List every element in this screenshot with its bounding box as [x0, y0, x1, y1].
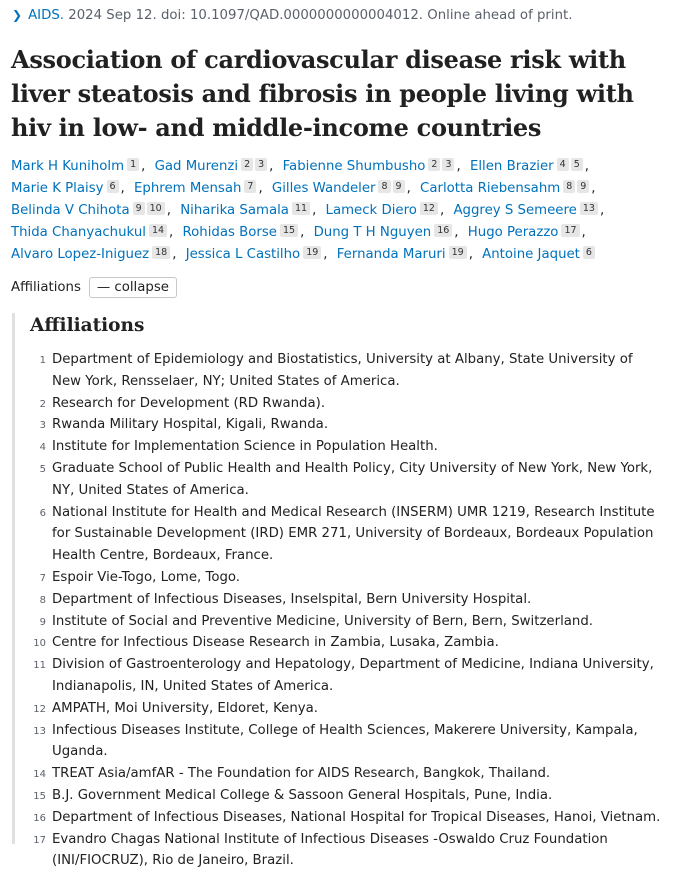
- affiliation-number: 4: [39, 442, 46, 454]
- affiliation-ref-link[interactable]: 2: [428, 158, 440, 171]
- affiliation-item: [15, 414, 665, 436]
- affiliation-item: [15, 349, 665, 393]
- author-separator: ,: [591, 181, 596, 196]
- affiliations-heading: Affiliations: [30, 315, 145, 336]
- affiliation-ref-link[interactable]: 19: [449, 246, 467, 259]
- affiliation-text: Rwanda Military Hospital, Kigali, Rwanda.: [52, 417, 329, 433]
- affiliation-item: [15, 654, 665, 698]
- author-separator: ,: [120, 181, 125, 196]
- affiliation-ref-link[interactable]: 6: [583, 246, 595, 259]
- affiliation-item: [15, 393, 665, 415]
- affiliation-ref-link[interactable]: 3: [442, 158, 454, 171]
- author-item: [272, 181, 407, 196]
- affiliation-text: AMPATH, Moi University, Eldoret, Kenya.: [52, 700, 319, 716]
- affiliation-ref-link[interactable]: 13: [580, 202, 598, 215]
- author-affiliation-refs: [563, 175, 591, 197]
- affiliation-number: 2: [39, 398, 46, 410]
- affiliation-item: [15, 807, 665, 829]
- affiliation-ref-link[interactable]: 4: [557, 158, 569, 171]
- affiliation-item: [15, 698, 665, 720]
- author-item: [420, 181, 591, 196]
- affiliation-text: Institute for Implementation Science in Population Health.: [52, 439, 438, 455]
- affiliation-text: Evandro Chagas National Institute of Infectious Diseases -Oswaldo Cruz Foundation (INI/FIOCRUZ), Rio de Janeiro, Brazil.: [52, 831, 608, 869]
- affiliation-number: 9: [39, 616, 46, 628]
- author-item: [470, 159, 585, 174]
- affiliation-item: [15, 611, 665, 633]
- author-name-link[interactable]: Ephrem Mensah: [134, 181, 242, 196]
- author-name-link[interactable]: Carlotta Riebensahm: [420, 181, 561, 196]
- affiliation-text: Institute of Social and Preventive Medicine, University of Bern, Bern, Switzerland.: [52, 613, 594, 629]
- author-item: [11, 181, 121, 196]
- affiliation-text: Department of Epidemiology and Biostatistics, University at Albany, State University of New York, Rensselaer, NY; United States of America.: [52, 352, 633, 389]
- author-name-link[interactable]: Lameck Diero: [325, 203, 417, 218]
- affiliation-ref-link[interactable]: 18: [152, 246, 170, 259]
- author-separator: ,: [169, 225, 174, 240]
- affiliation-ref-link[interactable]: 10: [147, 202, 165, 215]
- author-name-link[interactable]: Belinda V Chihota: [11, 203, 130, 218]
- affiliation-item: [15, 720, 665, 764]
- affiliation-number: 10: [33, 638, 46, 650]
- author-affiliation-refs: [292, 197, 312, 219]
- affiliation-ref-link[interactable]: 8: [563, 180, 575, 193]
- author-separator: ,: [599, 203, 605, 218]
- author-affiliation-refs: [428, 153, 456, 175]
- affiliation-number: 6: [39, 507, 46, 519]
- author-separator: ,: [258, 181, 263, 196]
- affiliation-number: 17: [33, 834, 46, 846]
- affiliation-number: 1: [39, 355, 46, 366]
- author-name-link[interactable]: Niharika Samala: [180, 203, 289, 218]
- author-item: [11, 203, 167, 218]
- author-affiliation-refs: [580, 197, 600, 219]
- author-affiliation-refs: [561, 219, 581, 241]
- author-list: [11, 156, 676, 266]
- affiliation-number: 8: [39, 594, 46, 606]
- affiliation-ref-link[interactable]: 1: [127, 158, 139, 171]
- author-item: [11, 225, 169, 240]
- affiliation-item: [15, 632, 665, 654]
- author-separator: ,: [269, 159, 274, 174]
- affiliation-ref-link[interactable]: 5: [571, 158, 583, 171]
- affiliation-text: TREAT Asia/amfAR - The Foundation for AIDS Research, Bangkok, Thailand.: [52, 766, 551, 782]
- affiliation-ref-link[interactable]: 14: [149, 224, 167, 237]
- affiliation-text: Espoir Vie-Togo, Lome, Togo.: [52, 569, 241, 585]
- author-item: [482, 247, 597, 262]
- affiliation-text: Research for Development (RD Rwanda).: [52, 395, 326, 411]
- author-name-link[interactable]: Antoine Jaquet: [482, 247, 580, 262]
- author-item: [11, 159, 141, 174]
- affiliation-ref-link[interactable]: 19: [303, 246, 321, 259]
- author-affiliation-refs: [420, 197, 440, 219]
- author-separator: ,: [323, 247, 328, 262]
- author-name-link[interactable]: Fabienne Shumbusho: [282, 159, 426, 174]
- author-name-link[interactable]: Dung T H Nguyen: [313, 225, 432, 240]
- affiliation-ref-link[interactable]: 9: [393, 180, 405, 193]
- author-name-link[interactable]: Rohidas Borse: [182, 225, 277, 240]
- author-separator: ,: [406, 181, 411, 196]
- author-separator: ,: [468, 247, 473, 262]
- author-separator: ,: [172, 247, 177, 262]
- affiliation-text: Graduate School of Public Health and Health Policy, City University of New York, New York, NY, United States of America.: [52, 460, 653, 498]
- author-separator: ,: [141, 159, 146, 174]
- author-separator: ,: [584, 159, 589, 174]
- affiliation-number: 5: [39, 463, 46, 475]
- affiliation-ref-link[interactable]: 8: [378, 180, 390, 193]
- affiliation-ref-link[interactable]: 16: [434, 224, 452, 237]
- author-name-link[interactable]: Gad Murenzi: [154, 159, 239, 174]
- author-item: [155, 159, 270, 174]
- affiliation-ref-link[interactable]: 9: [133, 202, 145, 215]
- affiliation-text: Infectious Diseases Institute, College of Health Sciences, Makerere University, Kampala, Uganda.: [52, 722, 638, 760]
- affiliation-text: Centre for Infectious Disease Research in Zambia, Lusaka, Zambia.: [52, 635, 499, 651]
- author-name-link[interactable]: Gilles Wandeler: [271, 181, 376, 196]
- author-item: [11, 247, 172, 262]
- affiliation-ref-link[interactable]: 15: [280, 224, 298, 237]
- affiliation-ref-link[interactable]: 7: [244, 180, 256, 193]
- affiliation-item: [15, 763, 665, 785]
- author-name-link[interactable]: Alvaro Lopez-Iniguez: [11, 247, 150, 262]
- author-affiliation-refs: [583, 241, 597, 263]
- affiliation-item: [15, 567, 665, 589]
- author-item: [326, 203, 440, 218]
- author-name-link[interactable]: Ellen Brazier: [469, 159, 554, 174]
- author-item: [180, 203, 312, 218]
- affiliation-text: B.J. Government Medical College & Sassoon General Hospitals, Pune, India.: [52, 787, 553, 803]
- affiliation-number: 7: [39, 572, 46, 584]
- chevron-right-icon: ❯: [12, 8, 23, 22]
- author-name-link[interactable]: Aggrey S Semeere: [453, 203, 577, 218]
- affiliation-number: 12: [33, 703, 46, 715]
- author-affiliation-refs: [303, 241, 323, 263]
- author-affiliation-refs: [434, 219, 454, 241]
- affiliation-ref-link[interactable]: 6: [107, 180, 119, 193]
- citation-line: [12, 8, 572, 23]
- affiliation-number: 13: [33, 725, 46, 737]
- affiliation-text: Department of Infectious Diseases, Inselspital, Bern University Hospital.: [52, 591, 532, 607]
- affiliations-label: Affiliations: [11, 280, 81, 295]
- affiliation-item: [15, 436, 665, 458]
- author-affiliation-refs: [149, 219, 169, 241]
- author-affiliation-refs: [280, 219, 300, 241]
- author-item: [134, 181, 258, 196]
- author-item: [337, 247, 469, 262]
- author-item: [186, 247, 324, 262]
- author-item: [283, 159, 457, 174]
- author-separator: ,: [454, 225, 459, 240]
- affiliations-toggle: [11, 277, 177, 298]
- affiliation-ref-link[interactable]: 17: [561, 224, 579, 237]
- author-name-link[interactable]: Fernanda Maruri: [336, 247, 446, 262]
- author-name-link[interactable]: Thida Chanyachukul: [11, 225, 146, 240]
- author-separator: ,: [166, 203, 171, 218]
- author-item: [468, 225, 582, 240]
- author-affiliation-refs: [107, 175, 121, 197]
- collapse-button[interactable]: — collapse: [89, 277, 177, 298]
- affiliation-item: [15, 785, 665, 807]
- journal-link[interactable]: AIDS.: [28, 8, 64, 23]
- affiliation-ref-link[interactable]: 3: [255, 158, 267, 171]
- affiliation-number: 11: [33, 660, 46, 672]
- affiliations-list: [15, 349, 665, 872]
- affiliation-text: Department of Infectious Diseases, National Hospital for Tropical Diseases, Hanoi, Vietnam.: [52, 809, 661, 825]
- affiliations-panel: [12, 313, 665, 869]
- author-item: [183, 225, 301, 240]
- affiliation-text: National Institute for Health and Medical Research (INSERM) UMR 1219, Research Institute for Sustainable Development (IRD) EMR 271, University of Bordeaux, Bordeaux Population Health Centre, Bordeaux, France.: [52, 504, 655, 564]
- affiliation-number: 3: [39, 420, 46, 432]
- article-title: Association of cardiovascular disease risk with liver steatosis and fibrosis in people living with hiv in low- and middle-income countries: [11, 45, 634, 142]
- author-affiliation-refs: [127, 153, 141, 175]
- author-separator: ,: [456, 159, 461, 174]
- affiliation-text: Division of Gastroenterology and Hepatology, Department of Medicine, Indiana University, Indianapolis, IN, United States of America.: [52, 657, 654, 694]
- author-affiliation-refs: [133, 197, 167, 219]
- affiliation-number: 15: [33, 790, 46, 802]
- author-affiliation-refs: [557, 153, 585, 175]
- affiliation-ref-link[interactable]: 12: [420, 202, 438, 215]
- author-affiliation-refs: [449, 241, 469, 263]
- affiliation-number: 14: [33, 769, 46, 781]
- author-affiliation-refs: [152, 241, 172, 263]
- author-name-link[interactable]: Mark H Kuniholm: [11, 159, 125, 174]
- affiliation-item: [15, 458, 665, 502]
- author-separator: ,: [581, 225, 586, 240]
- author-separator: ,: [300, 225, 305, 240]
- author-affiliation-refs: [378, 175, 406, 197]
- affiliation-ref-link[interactable]: 2: [241, 158, 253, 171]
- author-affiliation-refs: [244, 175, 258, 197]
- author-name-link[interactable]: Jessica L Castilho: [185, 247, 301, 262]
- citation-details: 2024 Sep 12. doi: 10.1097/QAD.0000000000004012. Online ahead of print.: [68, 8, 573, 23]
- author-name-link[interactable]: Hugo Perazzo: [467, 225, 559, 240]
- affiliation-item: [15, 829, 665, 872]
- affiliation-number: 16: [33, 812, 46, 824]
- affiliation-item: [15, 502, 665, 567]
- author-separator: ,: [312, 203, 317, 218]
- author-item: [453, 203, 599, 218]
- author-item: [314, 225, 455, 240]
- author-affiliation-refs: [241, 153, 269, 175]
- affiliation-item: [15, 589, 665, 611]
- affiliation-ref-link[interactable]: 11: [292, 202, 310, 215]
- author-separator: ,: [439, 203, 445, 218]
- author-name-link[interactable]: Marie K Plaisy: [11, 181, 104, 196]
- affiliation-ref-link[interactable]: 9: [577, 180, 589, 193]
